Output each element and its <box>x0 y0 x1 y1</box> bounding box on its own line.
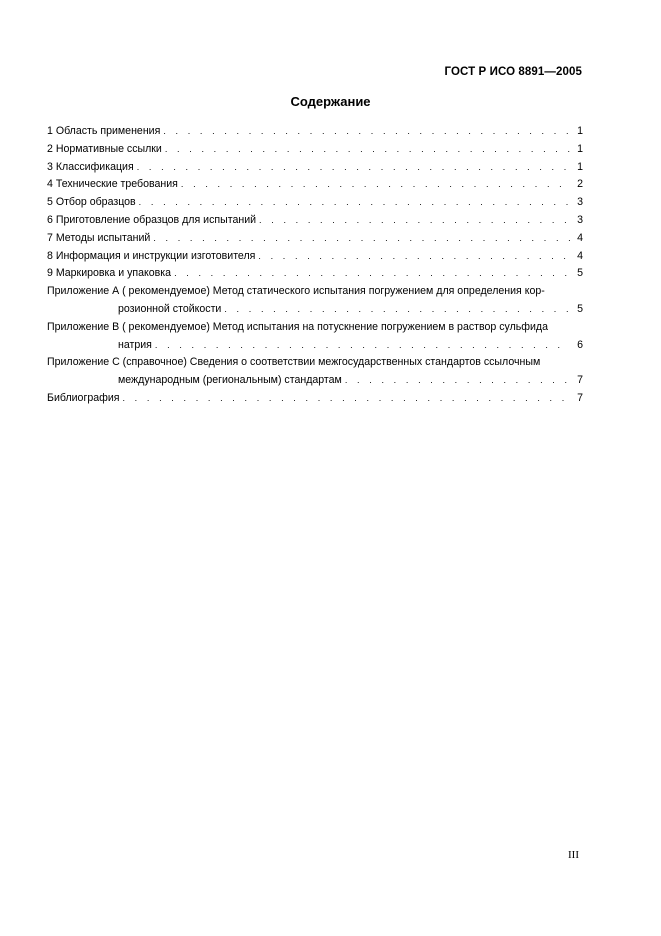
page-number: III <box>568 849 579 861</box>
toc-entry-label: 1 Область применения <box>47 125 161 137</box>
standard-code-header: ГОСТ Р ИСО 8891—2005 <box>444 66 582 78</box>
leader-dots <box>153 230 570 248</box>
leader-dots <box>181 176 570 194</box>
toc-entry-scope[interactable] <box>47 123 583 141</box>
toc-entry-specimen-preparation[interactable] <box>47 212 583 230</box>
toc-entry-page: 3 <box>577 213 583 226</box>
toc-entry-page: 6 <box>577 338 583 351</box>
toc-entry-page: 5 <box>577 302 583 315</box>
toc-annex-continuation <box>47 372 583 390</box>
toc-entry-page: 5 <box>577 267 583 280</box>
toc-entry-page: 2 <box>577 178 583 191</box>
toc-entry-page: 7 <box>577 391 583 404</box>
toc-annex-first-line: Приложение В ( рекомендуемое) Метод испытания на потускнение погружением в раствор сульфида <box>47 320 548 333</box>
leader-dots <box>163 123 570 141</box>
leader-dots <box>258 248 570 266</box>
toc-entry-label: 4 Технические требования <box>47 178 178 191</box>
leader-dots <box>122 390 570 408</box>
toc-entry-label: 8 Информация и инструкции изготовителя <box>47 249 256 262</box>
toc-entry-test-methods[interactable] <box>47 230 583 248</box>
toc-entry-page: 7 <box>577 374 583 387</box>
toc-annex-second-line: международным (региональным) стандартам <box>118 374 342 387</box>
toc-entry-annex-b[interactable] <box>47 319 583 355</box>
toc-entry-label: 7 Методы испытаний <box>47 231 151 244</box>
toc-entry-annex-c[interactable] <box>47 354 583 390</box>
leader-dots <box>259 212 570 230</box>
table-of-contents <box>47 123 583 408</box>
toc-entry-page: 1 <box>577 160 583 173</box>
leader-dots <box>155 337 570 355</box>
toc-title: Содержание <box>290 94 371 109</box>
leader-dots <box>174 265 570 283</box>
toc-entry-page: 1 <box>577 125 583 137</box>
toc-annex-first-line: Приложение А ( рекомендуемое) Метод статического испытания погружением для определения кор- <box>47 285 545 298</box>
toc-entry-label: 2 Нормативные ссылки <box>47 142 162 155</box>
toc-entry-page: 4 <box>577 249 583 262</box>
toc-entry-manufacturer-info[interactable] <box>47 248 583 266</box>
toc-annex-second-line: натрия <box>118 338 152 351</box>
leader-dots <box>139 194 570 212</box>
toc-entry-label: 6 Приготовление образцов для испытаний <box>47 213 257 226</box>
toc-entry-annex-a[interactable] <box>47 283 583 319</box>
toc-entry-label: 3 Классификация <box>47 160 134 173</box>
toc-entry-technical-requirements[interactable] <box>47 176 583 194</box>
toc-entry-label: Библиография <box>47 391 120 404</box>
toc-entry-label: 5 Отбор образцов <box>47 196 136 209</box>
toc-entry-classification[interactable] <box>47 159 583 177</box>
toc-entry-marking-packaging[interactable] <box>47 265 583 283</box>
toc-entry-page: 4 <box>577 231 583 244</box>
toc-entry-normative-references[interactable] <box>47 141 583 159</box>
toc-annex-first-line: Приложение С (справочное) Сведения о соответствии межгосударственных стандартов ссылочным <box>47 356 541 369</box>
toc-entry-label: 9 Маркировка и упаковка <box>47 267 172 280</box>
leader-dots <box>345 372 570 390</box>
toc-entry-bibliography[interactable] <box>47 390 583 408</box>
leader-dots <box>137 159 570 177</box>
toc-entry-sampling[interactable] <box>47 194 583 212</box>
toc-annex-continuation <box>47 301 583 319</box>
leader-dots <box>165 141 570 159</box>
toc-entry-page: 3 <box>577 196 583 209</box>
leader-dots <box>224 301 570 319</box>
toc-annex-second-line: розионной стойкости <box>118 302 222 315</box>
toc-annex-continuation <box>47 337 583 355</box>
toc-entry-page: 1 <box>577 142 583 155</box>
